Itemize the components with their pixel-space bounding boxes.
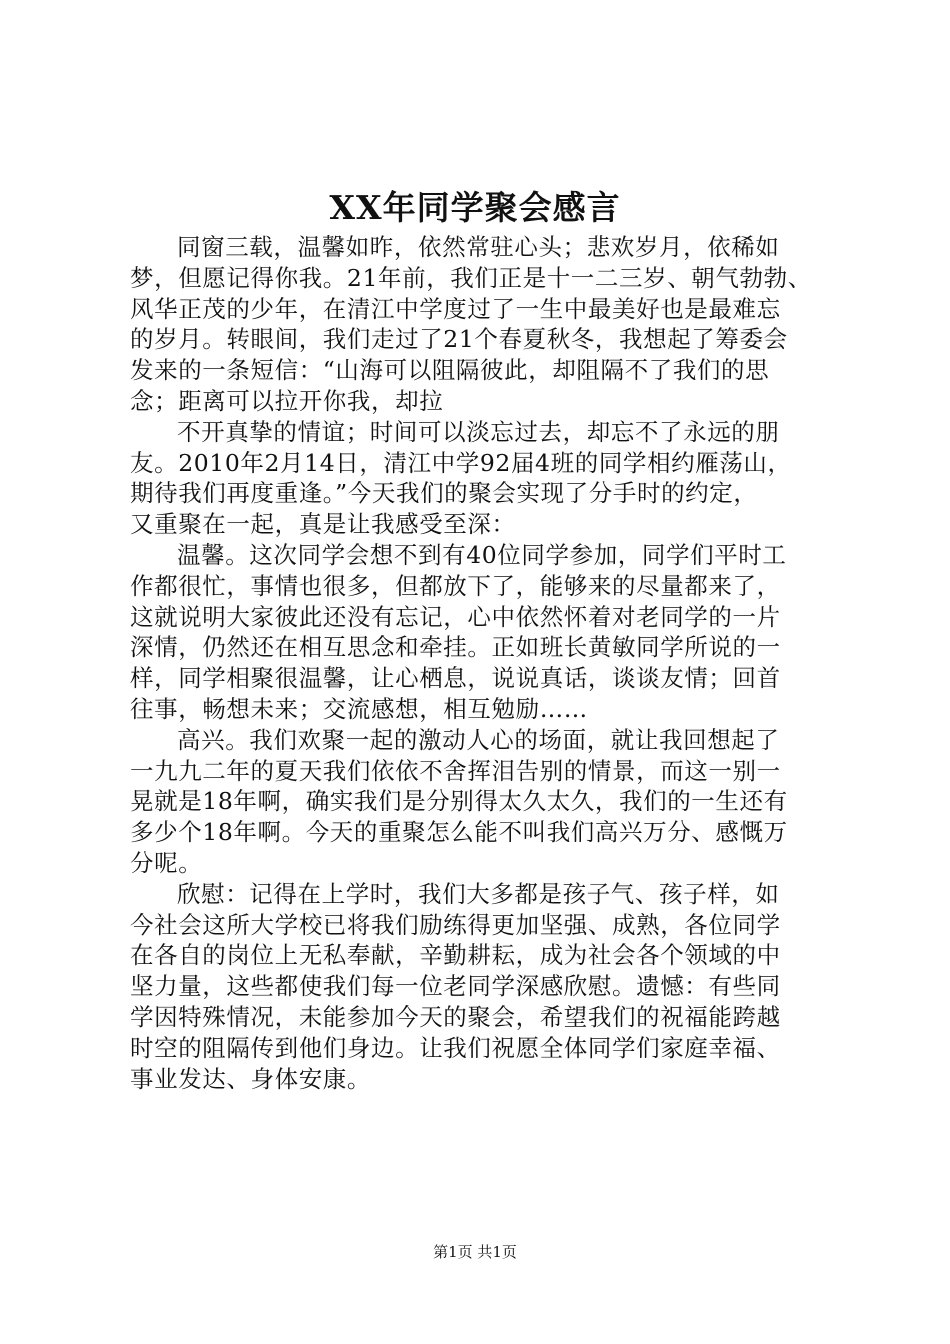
text-line: 分呢。 [130, 848, 203, 877]
text-line: 念；距离可以拉开你我，却拉 [130, 386, 444, 415]
text-line: 又重聚在一起，真是让我感受至深： [130, 510, 516, 539]
text-line: 深情，仍然还在相互思念和牵挂。正如班长黄敏同学所说的一 [130, 633, 781, 662]
text-line: 作都很忙，事情也很多，但都放下了，能够来的尽量都来了， [130, 571, 781, 600]
text-line: 坚力量，这些都使我们每一位老同学深感欣慰。遗憾：有些同 [130, 972, 781, 1001]
text-line: 期待我们再度重逢。”今天我们的聚会实现了分手时的约定， [130, 479, 758, 508]
text-line: 今社会这所大学校已将我们励练得更加坚强、成熟，各位同学 [130, 910, 781, 939]
text-line: 事业发达、身体安康。 [130, 1064, 371, 1093]
document-body [130, 232, 830, 1094]
text-line: 一九九二年的夏天我们依依不舍挥泪告别的情景，而这一别一 [130, 756, 781, 785]
text-line: 同窗三载，温馨如昨，依然常驻心头；悲欢岁月，依稀如 [177, 233, 780, 261]
text-line: 友。2010年2月14日，清江中学92届4班的同学相约雁荡山， [130, 448, 792, 477]
text-line: 欣慰：记得在上学时，我们大多都是孩子气、孩子样，如 [177, 879, 780, 908]
text-line: 晃就是18年啊，确实我们是分别得太久太久，我们的一生还有 [130, 787, 788, 816]
document-title: XX年同学聚会感言 [329, 188, 621, 227]
text-line: 时空的阻隔传到他们身边。让我们祝愿全体同学们家庭幸福、 [130, 1033, 781, 1062]
text-line: 学因特殊情况，未能参加今天的聚会，希望我们的祝福能跨越 [130, 1002, 781, 1031]
text-line: 高兴。我们欢聚一起的激动人心的场面，就让我回想起了 [177, 725, 780, 754]
text-line: 多少个18年啊。今天的重聚怎么能不叫我们高兴万分、感慨万 [130, 818, 788, 847]
text-line: 在各自的岗位上无私奉献，辛勤耕耘，成为社会各个领域的中 [130, 941, 781, 970]
text-line: 这就说明大家彼此还没有忘记，心中依然怀着对老同学的一片 [130, 602, 781, 631]
text-line: 梦，但愿记得你我。21年前，我们正是十一二三岁、朝气勃勃、 [130, 263, 812, 292]
text-line: 的岁月。转眼间，我们走过了21个春夏秋冬，我想起了筹委会 [130, 325, 788, 354]
text-line: 发来的一条短信：“山海可以阻隔彼此，却阻隔不了我们的思 [130, 356, 770, 385]
text-line: 不开真挚的情谊；时间可以淡忘过去，却忘不了永远的朋 [177, 417, 780, 446]
text-line: 风华正茂的少年，在清江中学度过了一生中最美好也是最难忘 [130, 294, 781, 323]
text-line: 往事，畅想未来；交流感想，相互勉励…… [130, 694, 588, 723]
text-line: 样，同学相聚很温馨，让心栖息，说说真话，谈谈友情；回首 [130, 664, 781, 693]
text-line: 温馨。这次同学会想不到有40位同学参加，同学们平时工 [177, 540, 787, 569]
page-footer: 第1页 共1页 [433, 1243, 517, 1261]
